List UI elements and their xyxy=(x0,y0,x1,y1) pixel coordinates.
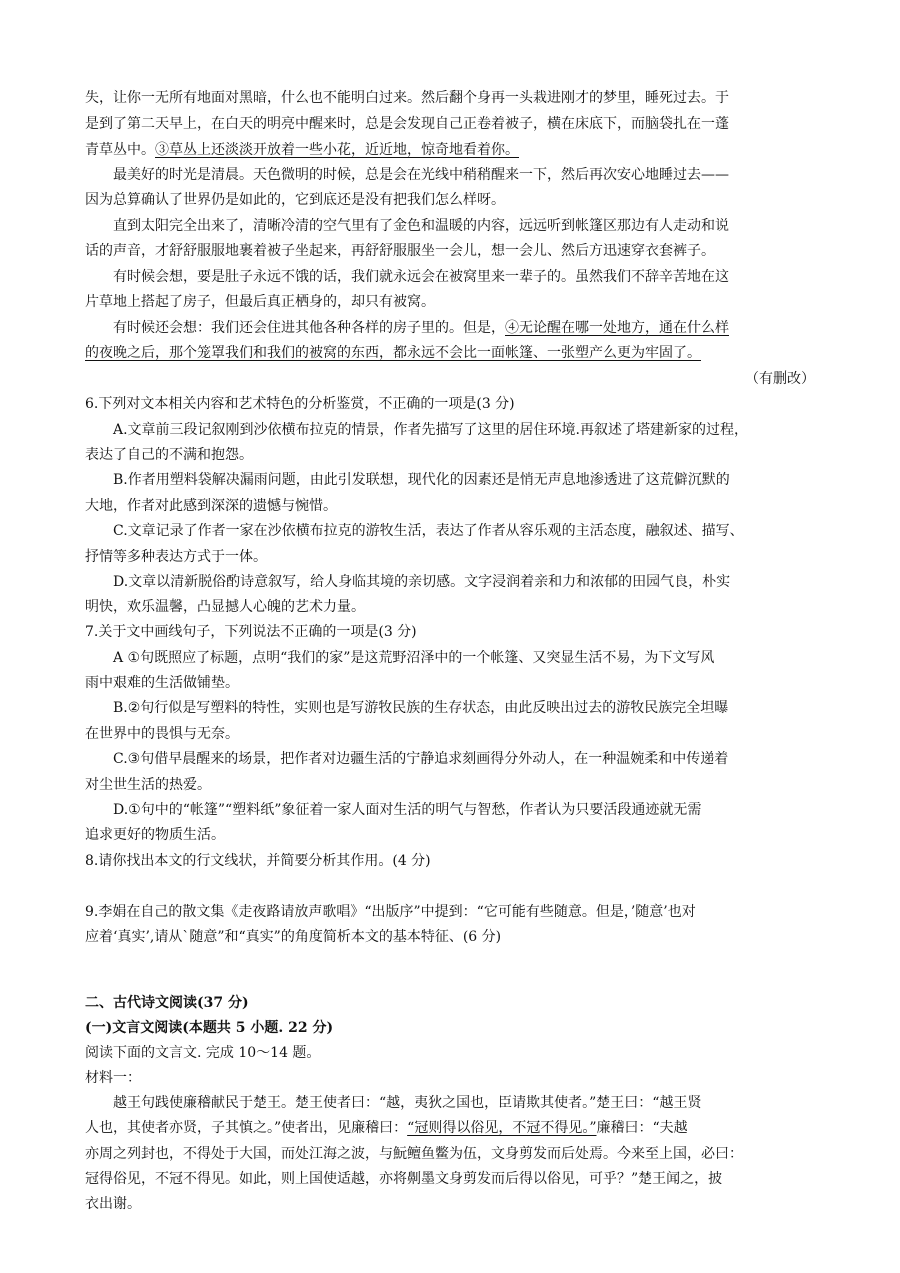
text-span: 二、古代诗文阅读(37 分) xyxy=(85,995,249,1011)
text-span: 话的声音，才舒舒服服地裹着被子坐起来，再舒舒服服坐一会儿，想一会儿、然后方迅速穿衣套裤子。 xyxy=(85,243,715,259)
text-span: C.文章记录了作者一家在沙依横布拉克的游牧生活，表达了作者从容乐观的主活态度，融叙述、描写、 xyxy=(113,523,744,539)
passage-line xyxy=(113,267,729,287)
text-span: 阅读下面的文言文. 完成 10～14 题。 xyxy=(85,1045,321,1061)
question-9-line xyxy=(85,902,696,922)
question-7-option-line xyxy=(113,749,728,769)
text-span: C.③句借早晨醒来的场景，把作者对边疆生活的宁静追求刻画得分外动人，在一种温婉柔和中传递着 xyxy=(113,751,729,767)
subsection-heading xyxy=(85,1018,333,1038)
text-span: 因为总算确认了世界仍是如此的，它到底还是没有把我们怎么样呀。 xyxy=(85,192,505,208)
text-span: A.文章前三段记叙刚到沙依横布拉克的情景，作者先描写了这里的居住环境.再叙述了塔建新家的过程， xyxy=(113,422,749,438)
passage-line xyxy=(85,114,729,134)
text-span: 衣出谢。 xyxy=(85,1196,141,1212)
passage-line xyxy=(85,140,519,160)
text-span: 追求更好的物质生活。 xyxy=(85,827,225,843)
text-span: 抒情等多种表达方式于一体。 xyxy=(85,549,267,565)
text-span: 明快，欢乐温馨，凸显撼人心魄的艺术力量。 xyxy=(85,599,365,615)
classical-text-line xyxy=(113,1093,701,1113)
question-6-option-line xyxy=(85,597,365,617)
question-7-option-line xyxy=(85,825,225,845)
passage-line xyxy=(85,88,729,108)
question-9-line xyxy=(85,927,501,947)
text-span: 是到了第二天早上，在白天的明亮中醒来时，总是会发现自己正卷着被子，横在床底下，而脑袋扎在一蓬 xyxy=(85,116,729,132)
text-span: 人也，其使者亦贤，子其慎之。”使者出，见廉稽曰： xyxy=(85,1120,408,1136)
text-span: 越王句践使廉稽献民于楚王。楚王使者曰：“越，夷狄之国也，臣请欺其使者。”楚王曰：“越王贤 xyxy=(113,1095,702,1111)
text-span: 9.李娟在自己的散文集《走夜路请放声歌唱》“出版序”中提到：“它可能有些随意。但是，’随意’也对 xyxy=(85,904,696,920)
question-7-option-line xyxy=(85,724,239,744)
text-span: 冠得俗见，不冠不得见。如此，则上国使适越，亦将劓墨文身剪发而后得以俗见，可乎？”楚王闻之，披 xyxy=(85,1171,723,1187)
reading-instruction xyxy=(85,1043,320,1063)
passage-line xyxy=(85,241,715,261)
underlined-sentence: “冠则得以俗见，不冠不得见。” xyxy=(407,1120,597,1136)
classical-text-line xyxy=(85,1118,688,1138)
classical-text-line xyxy=(85,1169,722,1189)
question-7-option-line xyxy=(113,800,701,820)
text-span: 6.下列对文本相关内容和艺术特色的分析鉴赏，不正确的一项是(3 分) xyxy=(85,396,515,412)
text-span: 8.请你找出本文的行文线状，并简要分析其作用。(4 分) xyxy=(85,853,431,869)
passage-line xyxy=(113,318,729,338)
question-7-option-line xyxy=(85,775,211,795)
text-span: 有时候会想，要是肚子永远不饿的话，我们就永远会在被窝里来一辈子的。虽然我们不辞辛苦地在这 xyxy=(113,269,729,285)
question-6-option-line xyxy=(113,572,730,592)
text-span: 廉稽曰：“夫越 xyxy=(596,1120,688,1136)
text-span: 在世界中的畏惧与无奈。 xyxy=(85,726,239,742)
text-span: B.②句行似是写塑料的特性，实则也是写游牧民族的生存状态，由此反映出过去的游牧民族完全坦曝 xyxy=(113,700,729,716)
text-span: 直到太阳完全出来了，清晰冷清的空气里有了金色和温暖的内容，远远听到帐篷区那边有人走动和说 xyxy=(113,218,729,234)
text-span: D.文章以清新脱俗酌诗意叙写，给人身临其境的亲切感。文字浸润着亲和力和浓郁的田园气良，朴实 xyxy=(113,574,731,590)
text-span: 最美好的时光是清晨。天色微明的时候，总是会在光线中稍稍醒来一下，然后再次安心地睡过去—— xyxy=(113,167,729,183)
text-span: 失，让你一无所有地面对黑暗，什么也不能明白过来。然后翻个身再一头栽进刚才的梦里，睡死过去。于 xyxy=(85,90,729,106)
question-6-option-line xyxy=(113,470,730,490)
text-span: 雨中艰难的生活做铺垫。 xyxy=(85,675,239,691)
classical-text-line xyxy=(85,1144,743,1164)
text-span: 青草丛中。 xyxy=(85,142,155,158)
question-6-option-line xyxy=(113,521,744,541)
underlined-sentence: ③草丛上还淡淡开放着一些小花，近近地，惊奇地看着你。 xyxy=(155,142,519,158)
source-note: （有删改） xyxy=(745,371,815,387)
text-span: 亦周之列封也，不得处于大国，而处江海之波，与魭鳣鱼鳖为伍，文身剪发而后处焉。今来至上国，必曰： xyxy=(85,1146,743,1162)
passage-line xyxy=(113,165,729,185)
question-7-option-line xyxy=(113,648,714,668)
question-8 xyxy=(85,851,431,871)
material-label xyxy=(85,1068,141,1088)
question-6-option-line xyxy=(113,420,748,440)
text-span: 大地，作者对此感到深深的遗憾与惋惜。 xyxy=(85,498,337,514)
passage-line xyxy=(85,190,505,210)
text-span: 材料一： xyxy=(85,1070,141,1086)
passage-line xyxy=(85,343,701,363)
text-span: A ①句既照应了标题，点明“我们的家”是这荒野沼泽中的一个帐篷、又突显生活不易，为下文写风 xyxy=(113,650,715,666)
text-span: 片草地上搭起了房子，但最后真正栖身的，却只有被窝。 xyxy=(85,294,435,310)
underlined-sentence: 的夜晚之后，那个笼罩我们和我们的被窝的东西，都永远不会比一面帐篷、一张塑产么更为牢固了。 xyxy=(85,345,701,361)
section-heading xyxy=(85,993,249,1013)
question-7-option-line xyxy=(85,673,239,693)
text-span: 有时候还会想：我们还会住进其他各种各样的房子里的。但是， xyxy=(113,320,505,336)
question-6-option-line xyxy=(85,496,337,516)
passage-line xyxy=(113,216,729,236)
text-span: B.作者用塑料袋解决漏雨问题，由此引发联想，现代化的因素还是悄无声息地渗透进了这荒僻沉默的 xyxy=(113,472,730,488)
text-span: (一)文言文阅读(本题共 5 小题. 22 分) xyxy=(85,1020,334,1036)
text-span: 7.关于文中画线句子，下列说法不正确的一项是(3 分) xyxy=(85,624,417,640)
text-span: 对尘世生活的热爱。 xyxy=(85,777,211,793)
text-span: D.①句中的“帐篷”“塑料纸”象征着一家人面对生活的明气与智愁，作者认为只要活段通迹就无需 xyxy=(113,802,702,818)
text-span: 应着‘真实’,请从`随意”和“真实”的角度简析本文的基本特征、(6 分) xyxy=(85,929,502,945)
question-6-option-line xyxy=(85,547,267,567)
text-span: 表达了自己的不满和抱怨。 xyxy=(85,447,253,463)
question-7-option-line xyxy=(113,698,728,718)
underlined-sentence: ④无论醒在哪一处地方，通在什么样 xyxy=(505,320,729,336)
question-6-option-line xyxy=(85,445,253,465)
passage-line xyxy=(85,292,435,312)
classical-text-line xyxy=(85,1194,141,1214)
question-7-stem xyxy=(85,622,417,642)
question-6-stem xyxy=(85,394,515,414)
